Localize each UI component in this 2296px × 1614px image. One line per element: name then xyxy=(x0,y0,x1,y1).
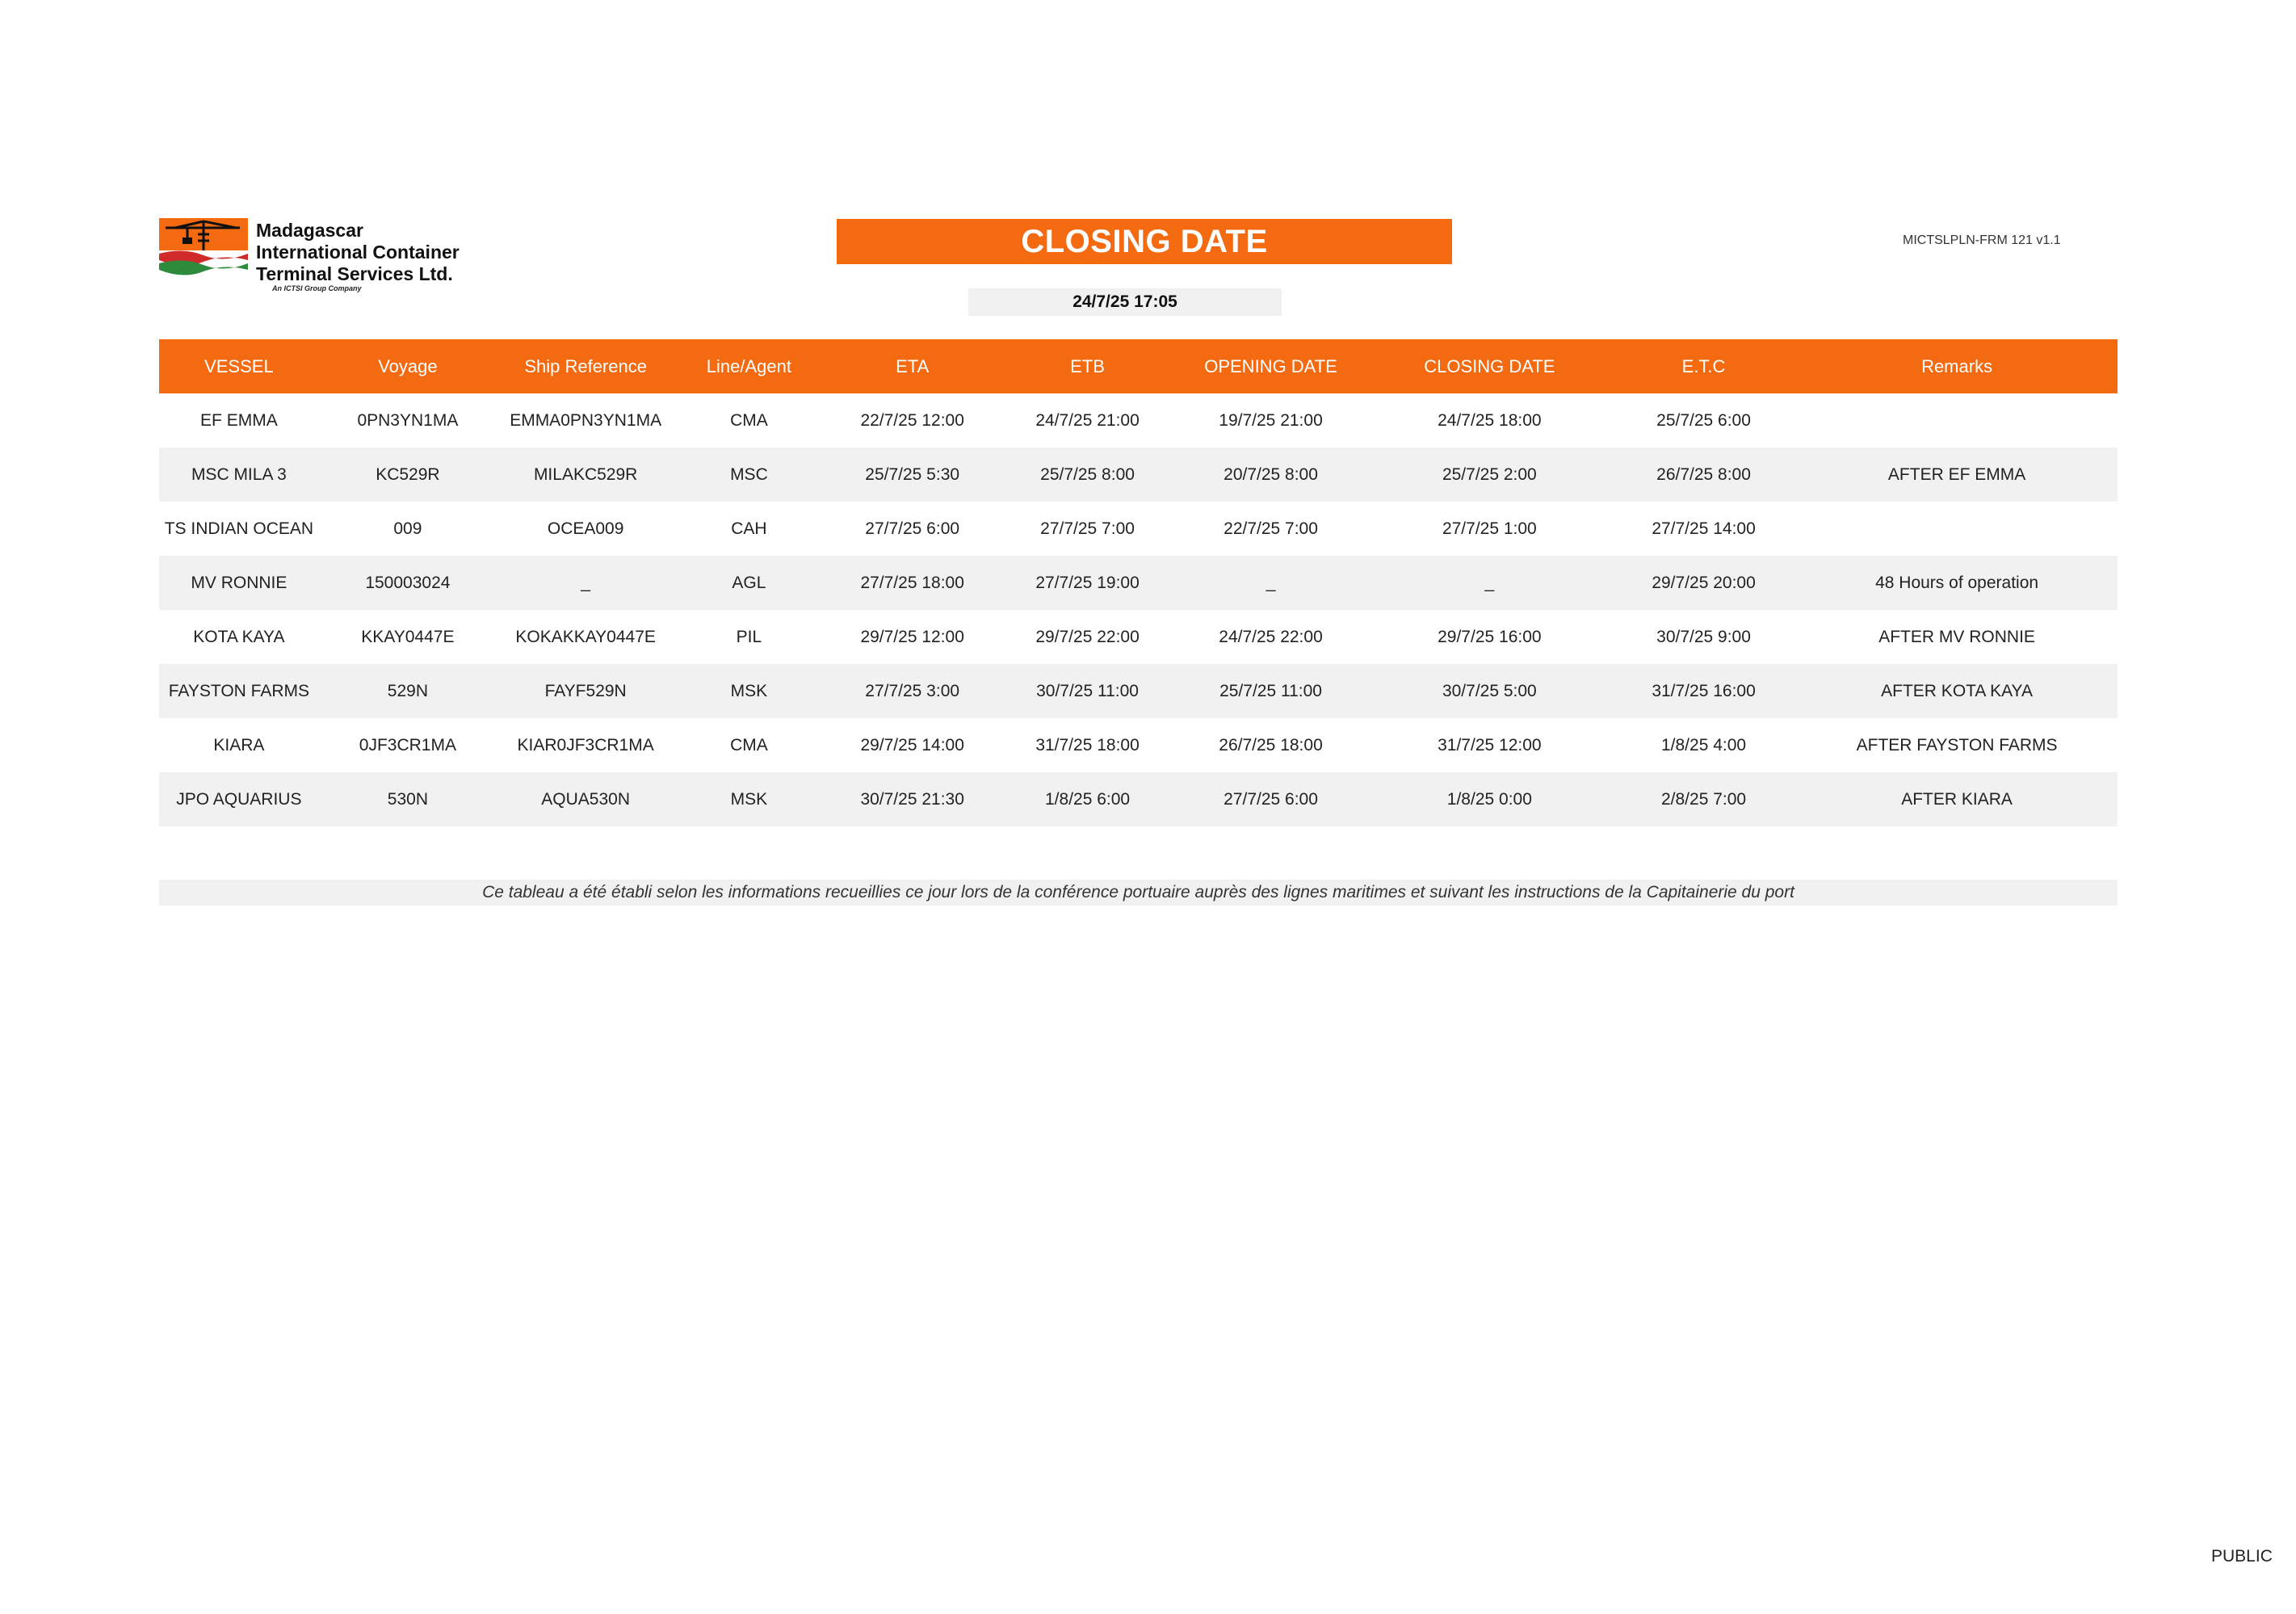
column-header-etb: ETB xyxy=(1001,339,1174,393)
etc-cell: 27/7/25 14:00 xyxy=(1652,519,1756,538)
remarks-cell: 48 Hours of operation xyxy=(1796,556,2118,610)
ship-reference-cell: EMMA0PN3YN1MA xyxy=(510,410,662,430)
opening-date-cell: 25/7/25 11:00 xyxy=(1173,664,1367,718)
closing-date-cell: 27/7/25 1:00 xyxy=(1442,519,1537,538)
closing-date-cell: 24/7/25 18:00 xyxy=(1438,410,1542,430)
table-row xyxy=(159,610,2118,664)
etb-cell: 30/7/25 11:00 xyxy=(1001,664,1174,718)
closing-date-table xyxy=(159,339,2118,826)
closing-date-cell: 25/7/25 2:00 xyxy=(1368,448,1611,502)
report-datetime: 24/7/25 17:05 xyxy=(968,288,1282,316)
company-name-line2: International Container xyxy=(256,242,460,263)
opening-date-cell: 19/7/25 21:00 xyxy=(1219,410,1323,430)
table-row xyxy=(159,393,2118,448)
vessel-cell: KIARA xyxy=(213,735,265,754)
opening-date-cell: 27/7/25 6:00 xyxy=(1173,772,1367,826)
form-code: MICTSLPLN-FRM 121 v1.1 xyxy=(1903,233,2061,247)
etb-cell: 27/7/25 19:00 xyxy=(1001,556,1174,610)
line-agent-cell: AGL xyxy=(674,556,823,610)
line-agent-cell: PIL xyxy=(736,627,762,646)
page-title: CLOSING DATE xyxy=(837,219,1452,264)
line-agent-cell: MSC xyxy=(674,448,823,502)
company-name-line1: Madagascar xyxy=(256,220,363,241)
etc-cell: 2/8/25 7:00 xyxy=(1611,772,1796,826)
etb-cell: 31/7/25 18:00 xyxy=(1035,735,1140,754)
etb-cell: 24/7/25 21:00 xyxy=(1035,410,1140,430)
remarks-cell: AFTER KIARA xyxy=(1796,772,2118,826)
vessel-cell: MV RONNIE xyxy=(159,556,319,610)
column-header-eta: ETA xyxy=(824,339,1001,393)
vessel-cell: EF EMMA xyxy=(200,410,278,430)
remarks-cell: AFTER EF EMMA xyxy=(1796,448,2118,502)
closing-date-cell: 1/8/25 0:00 xyxy=(1368,772,1611,826)
ship-reference-cell: MILAKC529R xyxy=(497,448,674,502)
voyage-cell: 529N xyxy=(319,664,497,718)
classification-label: PUBLIC xyxy=(2211,1547,2273,1566)
voyage-cell: 0JF3CR1MA xyxy=(359,735,456,754)
remarks-cell: AFTER KOTA KAYA xyxy=(1796,664,2118,718)
table-row xyxy=(159,556,2118,610)
closing-date-cell: _ xyxy=(1368,556,1611,610)
column-header-opening-date: OPENING DATE xyxy=(1173,339,1367,393)
table-row xyxy=(159,502,2118,556)
closing-date-cell: 31/7/25 12:00 xyxy=(1438,735,1542,754)
column-header-voyage: Voyage xyxy=(319,339,497,393)
eta-cell: 29/7/25 14:00 xyxy=(860,735,964,754)
voyage-cell: KKAY0447E xyxy=(361,627,455,646)
voyage-cell: 530N xyxy=(319,772,497,826)
voyage-cell: 009 xyxy=(393,519,422,538)
vessel-cell: MSC MILA 3 xyxy=(159,448,319,502)
crane-logo-icon xyxy=(159,218,248,280)
line-agent-cell: MSK xyxy=(674,664,823,718)
remarks-cell xyxy=(1796,502,2118,556)
ship-reference-cell: _ xyxy=(497,556,674,610)
eta-cell: 27/7/25 3:00 xyxy=(824,664,1001,718)
line-agent-cell: MSK xyxy=(674,772,823,826)
vessel-cell: FAYSTON FARMS xyxy=(159,664,319,718)
ship-reference-cell: KIAR0JF3CR1MA xyxy=(517,735,654,754)
ship-reference-cell: OCEA009 xyxy=(547,519,624,538)
column-header-vessel: VESSEL xyxy=(159,339,319,393)
table-row xyxy=(159,772,2118,826)
etc-cell: 26/7/25 8:00 xyxy=(1611,448,1796,502)
vessel-cell: KOTA KAYA xyxy=(193,627,285,646)
eta-cell: 29/7/25 12:00 xyxy=(860,627,964,646)
remarks-cell: AFTER FAYSTON FARMS xyxy=(1856,735,2058,754)
vessel-cell: TS INDIAN OCEAN xyxy=(164,519,314,538)
table-row xyxy=(159,448,2118,502)
column-header-remarks: Remarks xyxy=(1796,339,2118,393)
opening-date-cell: 24/7/25 22:00 xyxy=(1219,627,1323,646)
vessel-cell: JPO AQUARIUS xyxy=(159,772,319,826)
line-agent-cell: CAH xyxy=(731,519,767,538)
etb-cell: 27/7/25 7:00 xyxy=(1040,519,1135,538)
closing-date-cell: 30/7/25 5:00 xyxy=(1368,664,1611,718)
etb-cell: 25/7/25 8:00 xyxy=(1001,448,1174,502)
ship-reference-cell: AQUA530N xyxy=(497,772,674,826)
column-header-closing-date: CLOSING DATE xyxy=(1368,339,1611,393)
column-header-etc: E.T.C xyxy=(1611,339,1796,393)
table-row xyxy=(159,664,2118,718)
voyage-cell: 0PN3YN1MA xyxy=(357,410,459,430)
etc-cell: 25/7/25 6:00 xyxy=(1656,410,1751,430)
etb-cell: 1/8/25 6:00 xyxy=(1001,772,1174,826)
opening-date-cell: 20/7/25 8:00 xyxy=(1173,448,1367,502)
table-header-row xyxy=(159,339,2118,393)
opening-date-cell: 26/7/25 18:00 xyxy=(1219,735,1323,754)
etc-cell: 1/8/25 4:00 xyxy=(1660,735,1747,754)
table-row xyxy=(159,718,2118,772)
column-header-ship-reference: Ship Reference xyxy=(497,339,674,393)
eta-cell: 22/7/25 12:00 xyxy=(860,410,964,430)
company-name xyxy=(256,220,460,285)
voyage-cell: KC529R xyxy=(319,448,497,502)
ship-reference-cell: KOKAKKAY0447E xyxy=(515,627,656,646)
line-agent-cell: CMA xyxy=(730,735,768,754)
eta-cell: 25/7/25 5:30 xyxy=(824,448,1001,502)
voyage-cell: 150003024 xyxy=(319,556,497,610)
footnote: Ce tableau a été établi selon les informations recueillies ce jour lors de la conférence portuaire auprès des lignes maritimes et suivant les instructions de la Capitainerie du port xyxy=(159,880,2118,906)
etb-cell: 29/7/25 22:00 xyxy=(1035,627,1140,646)
etc-cell: 31/7/25 16:00 xyxy=(1611,664,1796,718)
etc-cell: 30/7/25 9:00 xyxy=(1656,627,1751,646)
remarks-cell xyxy=(1796,393,2118,448)
column-header-line-agent: Line/Agent xyxy=(674,339,823,393)
closing-date-cell: 29/7/25 16:00 xyxy=(1438,627,1542,646)
eta-cell: 27/7/25 6:00 xyxy=(865,519,960,538)
company-name-line3: Terminal Services Ltd. xyxy=(256,263,453,284)
eta-cell: 30/7/25 21:30 xyxy=(824,772,1001,826)
opening-date-cell: 22/7/25 7:00 xyxy=(1224,519,1318,538)
remarks-cell: AFTER MV RONNIE xyxy=(1878,627,2035,646)
ship-reference-cell: FAYF529N xyxy=(497,664,674,718)
company-tagline: An ICTSI Group Company xyxy=(272,284,362,292)
company-logo xyxy=(159,218,498,299)
etc-cell: 29/7/25 20:00 xyxy=(1611,556,1796,610)
table-body xyxy=(159,393,2118,826)
opening-date-cell: _ xyxy=(1173,556,1367,610)
line-agent-cell: CMA xyxy=(730,410,768,430)
eta-cell: 27/7/25 18:00 xyxy=(824,556,1001,610)
